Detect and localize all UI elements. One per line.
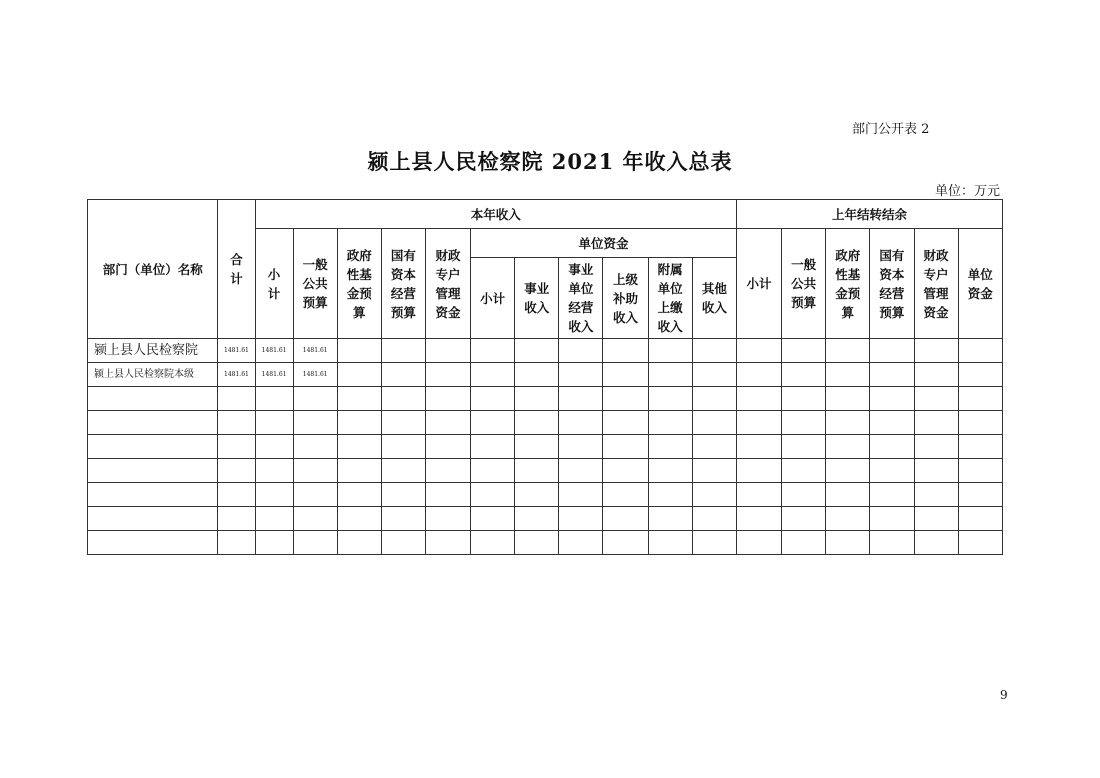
header-pc-state-capital: 国有 资本 经营 预算 xyxy=(870,229,914,339)
row-total: 1481.61 xyxy=(218,363,255,387)
header-pc-fiscal-special: 财政 专户 管理 资金 xyxy=(914,229,958,339)
income-summary-table xyxy=(87,199,1003,555)
table-row-empty xyxy=(88,507,1003,531)
header-fiscal-special: 财政 专户 管理 资金 xyxy=(425,229,470,339)
table-row-empty xyxy=(88,483,1003,507)
row-general-budget: 1481.61 xyxy=(293,363,337,387)
header-dept-name: 部门（单位）名称 xyxy=(88,200,218,339)
page-number: 9 xyxy=(1000,688,1008,702)
header-pc-general-budget: 一般 公共 预算 xyxy=(782,229,826,339)
header-gov-fund: 政府 性基 金预 算 xyxy=(337,229,381,339)
table-code: 部门公开表 2 xyxy=(852,122,930,137)
row-name: 颍上县人民检察院 xyxy=(88,339,218,363)
row-general-budget: 1481.61 xyxy=(293,339,337,363)
header-unit-funds: 单位资金 xyxy=(471,229,737,258)
row-subtotal: 1481.61 xyxy=(255,339,293,363)
table-row-empty xyxy=(88,459,1003,483)
header-general-budget: 一般 公共 预算 xyxy=(293,229,337,339)
header-uf-subtotal: 小计 xyxy=(471,258,515,339)
header-business-income: 事业 收入 xyxy=(515,258,559,339)
header-state-capital: 国有 资本 经营 预算 xyxy=(381,229,425,339)
row-total: 1481.61 xyxy=(218,339,255,363)
table-row xyxy=(88,339,1003,363)
header-business-operation: 事业 单位 经营 收入 xyxy=(559,258,603,339)
table-row-empty xyxy=(88,411,1003,435)
unit-label: 单位：万元 xyxy=(934,184,1000,199)
header-current-year-income: 本年收入 xyxy=(255,200,737,229)
row-name: 颍上县人民检察院本级 xyxy=(88,363,218,387)
page-title: 颍上县人民检察院 2021 年收入总表 xyxy=(367,149,733,174)
header-pc-unit-funds: 单位 资金 xyxy=(958,229,1002,339)
header-other-income: 其他 收入 xyxy=(692,258,736,339)
table-row-empty xyxy=(88,531,1003,555)
header-pc-gov-fund: 政府 性基 金预 算 xyxy=(826,229,870,339)
header-prev-carryover: 上年结转结余 xyxy=(737,200,1003,229)
header-superior-subsidy: 上级 补助 收入 xyxy=(603,258,648,339)
header-affiliated-turnover: 附属 单位 上缴 收入 xyxy=(648,258,692,339)
table-row-empty xyxy=(88,435,1003,459)
table-row-empty xyxy=(88,387,1003,411)
header-pc-subtotal: 小计 xyxy=(737,229,782,339)
header-subtotal: 小 计 xyxy=(255,229,293,339)
header-total: 合 计 xyxy=(218,200,255,339)
row-subtotal: 1481.61 xyxy=(255,363,293,387)
table-row xyxy=(88,363,1003,387)
